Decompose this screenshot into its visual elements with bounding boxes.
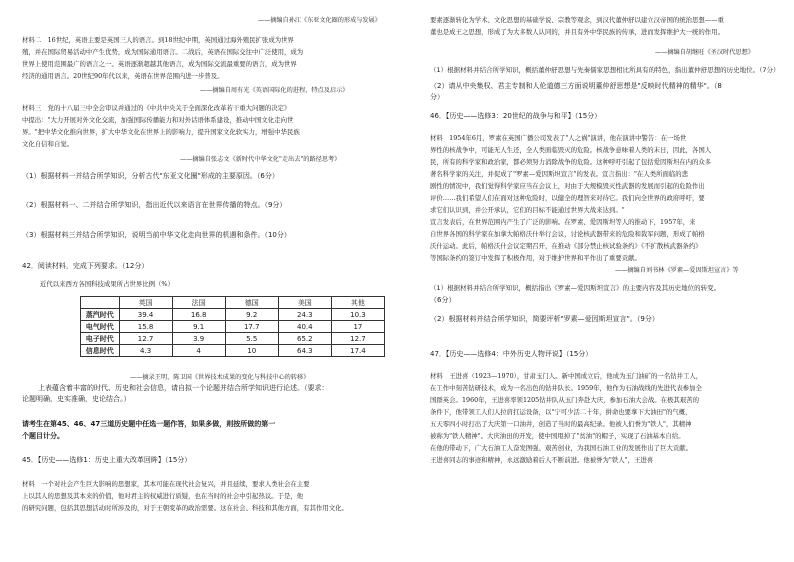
material-text: 著名科学家的关注，并促成了"罗素—爱因斯坦宣言"的发表。宣言指出："在人类所面临的悲 [430, 170, 689, 178]
material-text: 自世界各国的科学家在加拿大帕格沃什举行会议，讨论核武器带来的危险和裁军问题，形成了帕格 [430, 230, 705, 238]
material-text: 五天零四小时打出了大庆第一口油井，创造了当时的最高纪录。他被人们誉为"铁人"，其精神 [430, 420, 692, 428]
table-cell: 9.1 [172, 321, 225, 333]
table-cell: 10 [225, 345, 278, 357]
material-text: 求它们认识到，并公开承认，它们的目标不能通过世界大战来达到。" [430, 206, 625, 214]
material-text: 上以其人的思想及其本来的价值，他对君主的权威进行质疑，也在当时的社会中引起热议。于是，他 [22, 492, 304, 500]
material-text: 要素逐渐转化为学术、文化思想的基础学说、宗教等观念，到汉代董仲舒以建立汉帝国的统治思想——重 [430, 16, 724, 24]
table-cell: 4 [172, 345, 225, 357]
material-text: 被称为"铁人精神"。大庆油田的开发，使中国甩掉了"贫油"的帽子，实现了石油基本自给。 [430, 432, 685, 440]
table-header: 法国 [172, 297, 225, 309]
material-text: 世界上使用范围最广的语言之一。英语逐渐超越其他语言，成为国际交流最重要的语言，成为世界 [22, 60, 297, 68]
material-text: 沃什运动。此后，帕格沃什会议定期召开，在推动《部分禁止核试验条约》《不扩散核武器条约》 [430, 242, 702, 250]
material-text: 材料 王进喜（1923—1970），甘肃玉门人。新中国成立后，他成为玉门油矿的一名钻井工人， [430, 372, 703, 380]
material-text: 国群英会。1960年，王进喜率领1205钻井队从玉门奔赴大庆，参加石油大会战。在极其艰苦的 [430, 396, 699, 404]
question-2: （2）根据材料并结合所学知识，简要评析"罗素—爱因斯坦宣言"。（9分） [430, 315, 659, 323]
right-column [400, 0, 785, 562]
source-citation: ——摘编自周有光《英语国际化的进程、特点及启示》 [200, 87, 349, 94]
question-3: （3）根据材料三并结合所学知识，说明当前中华文化走向世界的机遇和条件。（10分） [22, 231, 291, 239]
question-46: 46．【历史——选修3：20世纪的战争与和平】（15分） [430, 112, 602, 120]
table-cell: 4.3 [119, 345, 172, 357]
material-text: 文化自信和自觉。 [22, 140, 74, 148]
question-1: （1）根据材料一并结合所学知识，分析古代"东亚文化圈"形成的主要原因。（6分） [22, 172, 279, 180]
question-42: 42．阅读材料，完成下列要求。（12分） [22, 262, 149, 270]
question-2: （2）根据材料一、二并结合所学知识，指出近代以来语言在世界传播的特点。（9分） [22, 201, 287, 209]
material-text: 民，所有的科学家和政治家，都必须努力消除战争的危险。这种呼吁引起了包括爱因斯坦在内的众多 [430, 158, 712, 166]
material-text: 材料 一个对社会产生巨大影响的思想家，其本可能在现代社会复兴，并且延续，要求人类社会在主要 [22, 480, 310, 488]
table-cell: 9.2 [225, 309, 278, 321]
table-header: 美国 [278, 297, 331, 309]
material-text: 王进喜同志的事迹和精神，永远激励着后人不断前进。他被誉为"铁人"，王进喜 [430, 456, 654, 464]
table-cell: 3.9 [172, 333, 225, 345]
source-citation: ——摘编自胡继旺《圣汉时代思想》 [655, 49, 754, 56]
table-cell: 5.5 [225, 333, 278, 345]
material-text: 的研究问题，包括其思想活动时所涉及的，对于王朝变革的政治需要。这在社会、科技和其他方面，有其作用文化。 [22, 504, 348, 512]
material-text: 剧性的情况中，我们觉得科学家应当在会议上，对由于大规模毁灭性武器的发展而引起的危险作出 [430, 182, 705, 190]
material-text: 经济的通用语言。20世纪90年代以来，英语在世界范围内进一步普及。 [22, 72, 224, 80]
table-title: 近代以来西方各国科技成果所占世界比例（%） [40, 280, 174, 288]
table-cell: 12.7 [119, 333, 172, 345]
table-cell: 39.4 [119, 309, 172, 321]
material-text: 界性的核战争中，可能无人生还，全人类面临毁灭的危险。核战争意味着人类的末日，因此，各国人 [430, 146, 712, 154]
row-label: 电子时代 [81, 333, 120, 345]
material-text: 材料二 16世纪，英语主要是英国三人的语言。到18世纪中期，英国通过海外殖民扩张成为世界 [22, 36, 294, 44]
question-1: （1）根据材料并结合所学知识，概括指出《罗素—爱因斯坦宣言》的主要内容及其历史地位的转变。 [430, 284, 721, 292]
material-text: 界。"把中华文化推向世界，扩大中华文化在世界上的影响力，提升国家文化软实力，增强中华民族 [22, 128, 300, 136]
table-header-row [81, 297, 385, 309]
requirement-text: 论题明确，史实准确，史论结合。） [22, 395, 131, 403]
table-corner [81, 297, 120, 309]
requirement-text: 上表蕴含着丰富的时代、历史和社会信息，请自拟一个论题并结合所学知识进行论述。（要求： [38, 384, 329, 392]
left-column [0, 0, 385, 562]
table-header: 英国 [119, 297, 172, 309]
table-row [81, 309, 385, 321]
table-cell: 65.2 [278, 333, 331, 345]
row-label: 电气时代 [81, 321, 120, 333]
material-text: 材料三 党的十八届三中全会审议并通过的《中共中央关于全面深化改革若干重大问题的决定》 [22, 104, 291, 112]
table-source: ——摘录王明、陈卫国《世界技术成果的变化与科技中心的转移》 [130, 374, 310, 381]
table-cell: 17 [331, 321, 384, 333]
table-header: 德国 [225, 297, 278, 309]
material-text: 材料 1954年6月，罗素在英国广播公司发表了"人之祸"演讲，他在演讲中警告：在一场世 [430, 134, 687, 142]
material-text: 条件下，他带领工人们人拉肩扛运设备，以"宁可少活二十年，拼命也要拿下大油田"的气概， [430, 408, 692, 416]
question-1: （1）根据材料并结合所学知识，概括董仲舒思想与先秦儒家思想相比所具有的特色，指出董仲舒思想的历史地位。（7分） [430, 66, 780, 74]
table-row [81, 333, 385, 345]
table-row [81, 345, 385, 357]
material-text: 在工作中刻苦钻研技术，成为一名出色的钻井队长。1959年，他作为石油战线的先进代表参加全 [430, 384, 702, 392]
material-text: 殖，并在国际贸易活动中产生优势，成为国际通用语言。二战后，英语在国际交往中广泛使用，成为 [22, 48, 304, 56]
table-cell: 10.3 [331, 309, 384, 321]
source-citation: ——摘编自刘书林《罗素—爱因斯坦宣言》等 [615, 267, 739, 274]
material-text: 董也是成王之思想，形成了为大多数人认同的，并且有外中华民族的传承，进而发挥维护大一统的作用。 [430, 28, 724, 36]
table-row [81, 321, 385, 333]
table-cell: 17.7 [225, 321, 278, 333]
data-table [80, 296, 385, 357]
table-cell: 24.3 [278, 309, 331, 321]
material-text: 在他的带动下，广大石油工人奋发图强、艰苦创业，为我国石油工业的发展作出了巨大贡献。 [430, 444, 693, 452]
question-2: （2）请从中央集权、君主专制和人伦道德三方面说明董仲舒思想是"反映时代精神的精华"。（8 [430, 82, 722, 90]
question-2-score: 分） [430, 93, 444, 101]
source-citation: ——摘编自孙江《东亚文化圈的形成与发展》 [258, 17, 381, 24]
table-cell: 16.8 [172, 309, 225, 321]
source-citation: ——摘编自张志文《新时代中华文化"走出去"的路径思考》 [180, 156, 341, 163]
row-label: 信息时代 [81, 345, 120, 357]
material-text: 宣言发表后，在世界范围内产生了广泛的影响。在罗素、爱因斯坦等人的推动下，1957年，来 [430, 218, 696, 226]
table-cell: 17.4 [331, 345, 384, 357]
elective-notice: 个题目计分。 [22, 432, 64, 440]
table-header: 其他 [331, 297, 384, 309]
material-text: 中提出："大力开展对外文化交流，加强国际传播能力和对外话语体系建设，推动中国文化走向世 [22, 116, 294, 124]
row-label: 蒸汽时代 [81, 309, 120, 321]
table-cell: 15.8 [119, 321, 172, 333]
question-1-score: （6分） [430, 296, 456, 304]
material-text: 评价……我们希望人们在面对这种危险时，以健全的理智来对待它。我们向全世界的政府呼吁，要 [430, 194, 705, 202]
elective-notice: 请考生在第45、46、47三道历史题中任选一题作答，如果多做，则按所做的第一 [22, 420, 276, 428]
table-cell: 64.3 [278, 345, 331, 357]
question-47: 47．【历史——选修4：中外历史人物评说】（15分） [430, 350, 593, 358]
table-cell: 12.7 [331, 333, 384, 345]
question-45: 45．【历史——选修1：历史上重大改革回眸】（15分） [22, 456, 192, 464]
table-cell: 40.4 [278, 321, 331, 333]
material-text: 等国际条约的签订中发挥了积极作用，对于维护世界和平作出了重要贡献。 [430, 254, 641, 262]
